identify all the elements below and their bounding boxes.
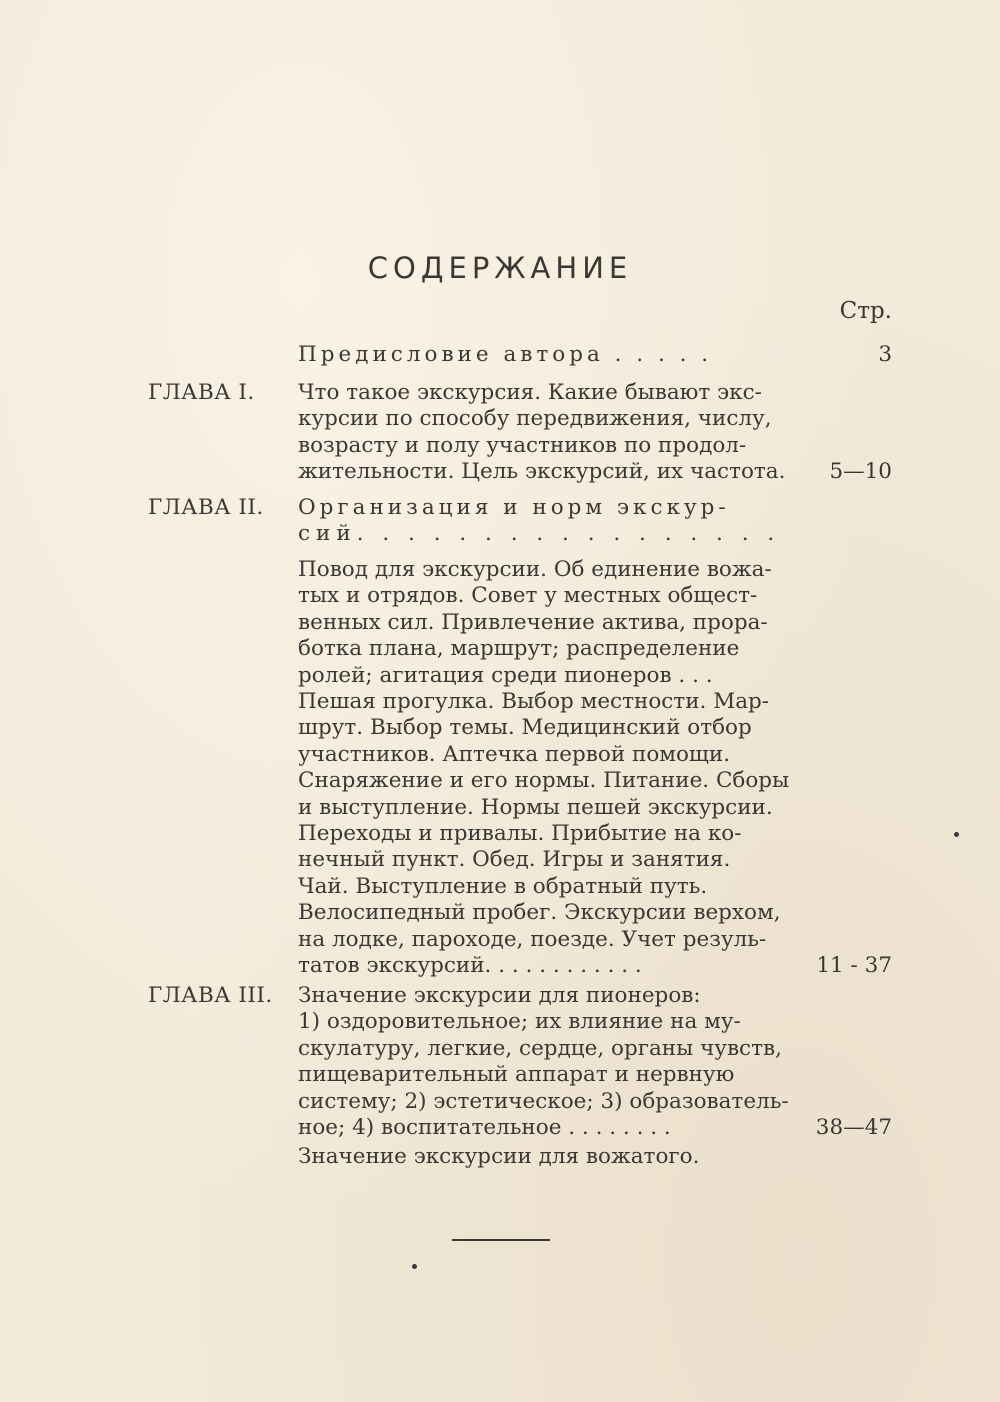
toc-entry-pages: 11 - 37 bbox=[816, 953, 892, 978]
toc-line: Переходы и привалы. Прибытие на ко- bbox=[298, 821, 742, 847]
toc-line: возрасту и полу участников по продол- bbox=[298, 432, 747, 458]
toc-entry-text bbox=[298, 495, 808, 548]
toc-line: Значение экскурсии для пионеров: bbox=[298, 983, 701, 1008]
bleed-through bbox=[140, 100, 860, 130]
page-title: СОДЕРЖАНИЕ bbox=[367, 251, 633, 286]
toc-line: жительности. Цель экскурсий, их частота. bbox=[298, 459, 786, 485]
toc-entry-pages: 38—47 bbox=[815, 1115, 892, 1140]
toc-line: Повод для экскурсии. Об единение вожа- bbox=[298, 557, 772, 582]
toc-entry-text bbox=[298, 983, 808, 1141]
toc-line: курсии по способу передвижения, числу, bbox=[298, 406, 772, 432]
toc-line: тых и отрядов. Совет у местных общест- bbox=[298, 583, 758, 609]
toc-line: скулатуру, легкие, сердце, органы чувств, bbox=[298, 1035, 782, 1061]
ink-speck bbox=[954, 832, 959, 837]
page-column-header: Стр. bbox=[839, 298, 892, 324]
toc-entry-pages: 5—10 bbox=[829, 459, 892, 484]
ink-speck bbox=[412, 1264, 417, 1269]
toc-entry-pages: 3 bbox=[878, 342, 892, 367]
toc-entry-text bbox=[298, 689, 808, 979]
toc-line: татов экскурсий. . . . . . . . . . . . bbox=[298, 953, 642, 979]
chapter-label: ГЛАВА I. bbox=[148, 380, 255, 405]
toc-line: ролей; агитация среди пионеров . . . bbox=[298, 662, 713, 688]
toc-line: Чай. Выступление в обратный путь. bbox=[298, 873, 708, 899]
toc-entry-text bbox=[298, 342, 808, 368]
toc-line: сий. . . . . . . . . . . . . . . . . bbox=[298, 521, 781, 547]
toc-line: 1) оздоровительное; их влияние на му- bbox=[298, 1009, 741, 1035]
toc-line: ботка плана, маршрут; распределение bbox=[298, 636, 740, 662]
toc-line: Предисловие автора . . . . . bbox=[298, 342, 713, 367]
toc-line: ное; 4) воспитательное . . . . . . . . bbox=[298, 1115, 671, 1141]
toc-line: и выступление. Нормы пешей экскурсии. bbox=[298, 794, 773, 820]
toc-entry-text bbox=[298, 1144, 808, 1170]
toc-entry-text bbox=[298, 380, 808, 486]
toc-entry-text bbox=[298, 557, 808, 689]
toc-line: Велосипедный пробег. Экскурсии верхом, bbox=[298, 900, 781, 926]
toc-line: нечный пункт. Обед. Игры и занятия. bbox=[298, 847, 731, 873]
closing-rule bbox=[452, 1239, 550, 1241]
toc-line: Значение экскурсии для вожатого. bbox=[298, 1144, 700, 1169]
toc-line: участников. Аптечка первой помощи. bbox=[298, 741, 731, 767]
toc-line: шрут. Выбор темы. Медицинский отбор bbox=[298, 715, 752, 741]
toc-line: пищеварительный аппарат и нервную bbox=[298, 1062, 735, 1088]
toc-line: на лодке, пароходе, поезде. Учет резуль- bbox=[298, 926, 767, 952]
toc-line: Организация и норм экскур- bbox=[298, 495, 730, 520]
chapter-label: ГЛАВА III. bbox=[148, 983, 273, 1008]
toc-line: Снаряжение и его нормы. Питание. Сборы bbox=[298, 768, 790, 794]
toc-line: систему; 2) эстетическое; 3) образователь- bbox=[298, 1088, 789, 1114]
chapter-label: ГЛАВА II. bbox=[148, 495, 264, 520]
toc-line: венных сил. Привлечение актива, прора- bbox=[298, 609, 768, 635]
toc-line: Что такое экскурсия. Какие бывают экс- bbox=[298, 380, 762, 405]
toc-line: Пешая прогулка. Выбор местности. Мар- bbox=[298, 689, 770, 714]
